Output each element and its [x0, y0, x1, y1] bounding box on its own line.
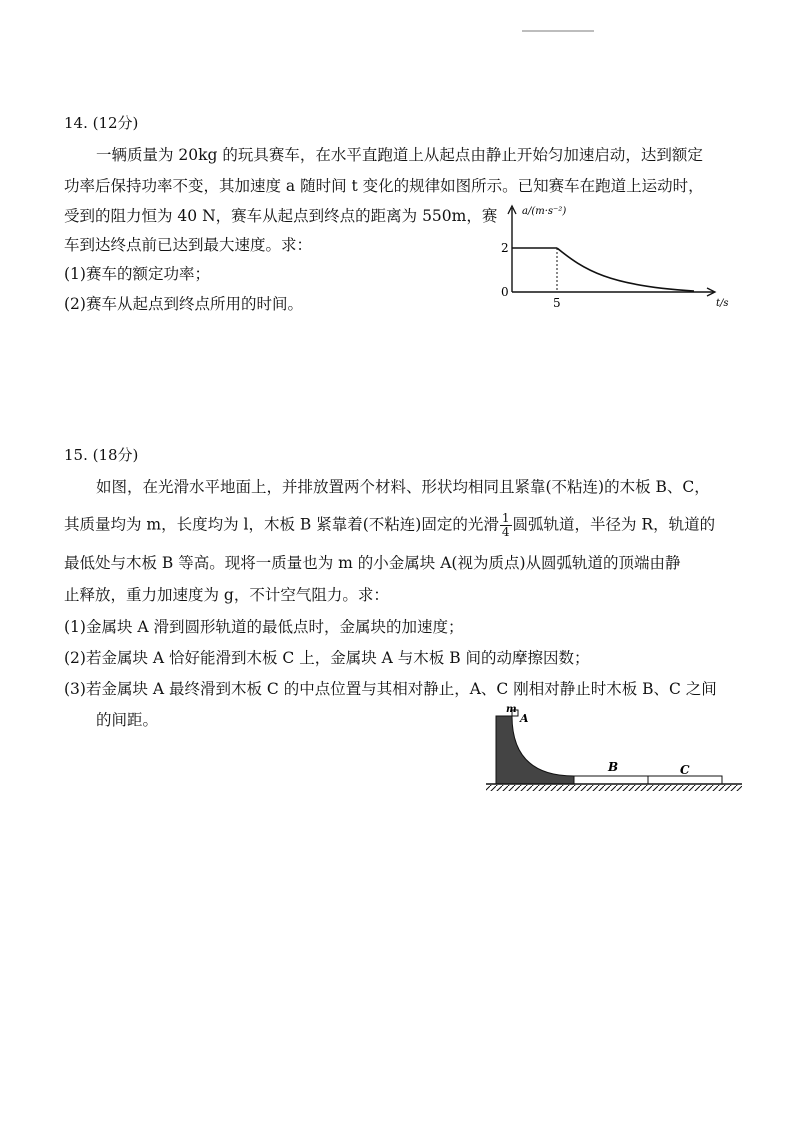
q14-sub-1: (1)赛车的额定功率；: [64, 265, 210, 283]
decay-curve: [557, 248, 694, 291]
q14-header: 14. (12分): [64, 114, 139, 132]
q15-sub-3-cont: 的间距。: [96, 711, 159, 729]
ground-hatch: [486, 785, 742, 791]
q15-line-1: 如图，在光滑水平地面上，并排放置两个材料、形状均相同且紧靠(不粘连)的木板 B、C，: [96, 478, 710, 496]
mass-label: m: [506, 704, 517, 715]
q15-line-2b: 圆弧轨道，半径为 R，轨道的: [512, 515, 716, 534]
y-axis-label: a/(m·s⁻²): [522, 206, 567, 217]
board-c-label: C: [680, 763, 690, 777]
y-tick-label: 2: [501, 241, 509, 255]
q14-line-1: 一辆质量为 20kg 的玩具赛车，在水平直跑道上从起点由静止开始匀加速启动，达到额定: [96, 146, 703, 164]
origin-label: 0: [501, 285, 509, 299]
board-b-label: B: [608, 760, 619, 774]
q15-line-2: [64, 512, 715, 539]
q15-line-4: 止释放，重力加速度为 g，不计空气阻力。求：: [64, 586, 389, 604]
q14-line-4: 车到达终点前已达到最大速度。求：: [64, 236, 313, 254]
q15-sub-1: (1)金属块 A 滑到圆形轨道的最低点时，金属块的加速度；: [64, 618, 464, 636]
q14-sub-2: (2)赛车从起点到终点所用的时间。: [64, 295, 303, 313]
board-b: [574, 776, 648, 784]
q15-sub-3: (3)若金属块 A 最终滑到木板 C 的中点位置与其相对静止，A、C 刚相对静止时木板 B、C 之间: [64, 680, 717, 698]
quarter-arc-track: [496, 716, 574, 784]
x-axis-label: t/s: [716, 298, 729, 309]
track-diagram: [484, 702, 754, 797]
q14-line-2: 功率后保持功率不变，其加速度 a 随时间 t 变化的规律如图所示。已知赛车在跑道上运动时，: [64, 177, 704, 195]
block-a-label: A: [520, 712, 529, 725]
q15-line-3: 最低处与木板 B 等高。现将一质量也为 m 的小金属块 A(视为质点)从圆弧轨道的顶端由静: [64, 554, 681, 572]
x-tick-label: 5: [553, 296, 561, 310]
q15-line-2a: 其质量均为 m，长度均为 l，木板 B 紧靠着(不粘连)固定的光滑: [64, 515, 499, 534]
board-c: [648, 776, 722, 784]
acceleration-time-graph: [494, 200, 734, 320]
scan-mark: [522, 30, 594, 32]
quarter-fraction: $\frac{1}{4}$: [501, 511, 510, 539]
q15-header: 15. (18分): [64, 446, 139, 464]
q14-line-3: 受到的阻力恒为 40 N，赛车从起点到终点的距离为 550m，赛: [64, 207, 498, 225]
q15-sub-2: (2)若金属块 A 恰好能滑到木板 C 上，金属块 A 与木板 B 间的动摩擦因数；: [64, 649, 590, 667]
